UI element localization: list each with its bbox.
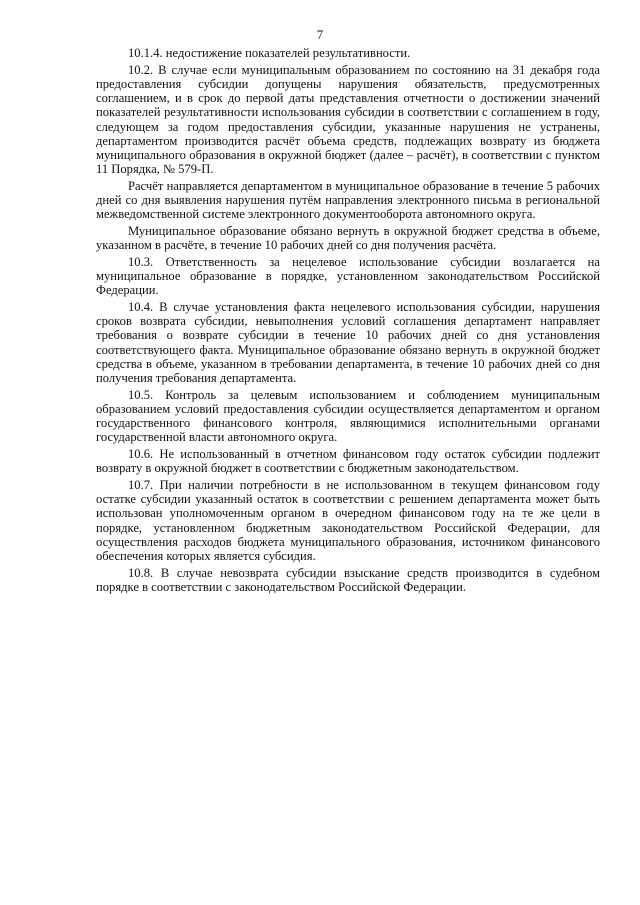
paragraph-10-8: 10.8. В случае невозврата субсидии взыскание средств производится в судебном порядке в соответствии с законодательством Российской Федерации. — [96, 565, 600, 594]
paragraph-10-6: 10.6. Не использованный в отчетном финансовом году остаток субсидии подлежит возврату в окружной бюджет в соответствии с бюджетным законодательством. — [96, 446, 600, 476]
page-number: 7 — [316, 28, 324, 42]
paragraph-10-5: 10.5. Контроль за целевым использованием и соблюдением муниципальным образованием условий предоставления субсидии осуществляется департаментом и органом государственного финансового контроля, являющимися исполнительными органами государственной власти автономного округа. — [96, 387, 600, 445]
paragraph-10-2-calculation-sending: Расчёт направляется департаментом в муниципальное образование в течение 5 рабочих дней со дня выявления нарушения путём направления электронного письма в региональной межведомственной системе электронного документооборота автономного округа. — [96, 178, 600, 222]
document-body — [96, 46, 600, 597]
paragraph-10-1-4: 10.1.4. недостижение показателей результативности. — [128, 46, 411, 60]
paragraph-10-3: 10.3. Ответственность за нецелевое использование субсидии возлагается на муниципальное образование в порядке, установленном законодательством Российской Федерации. — [96, 254, 600, 298]
paragraph-10-4: 10.4. В случае установления факта нецелевого использования субсидии, нарушения сроков возврата субсидии, невыполнения условий соглашения департамент направляет требования о возврате субсидии в течение 10 рабочих дней со дня установления соответствующего факта. Муниципальное образование обязано вернуть в окружной бюджет средства в объеме, указанном в требовании департамента, в течение 10 рабочих дней со дня получения требования департамента. — [96, 299, 600, 385]
paragraph-10-2: 10.2. В случае если муниципальным образованием по состоянию на 31 декабря года предоставления субсидии допущены нарушения обязательств, предусмотренных соглашением, и в срок до первой даты представления отчетности о достижении значений показателей результативности использования субсидии в соответствии с соглашением в году, следующем за годом предоставления субсидии, указанные нарушения не устранены, департаментом производится расчёт объема средств, подлежащих возврату из бюджета муниципального образования в окружной бюджет (далее – расчёт), в соответствии с пунктом 11 Порядка, № 579-П. — [96, 62, 600, 177]
paragraph-10-7: 10.7. При наличии потребности в не использованном в текущем финансовом году остатке субсидии указанный остаток в соответствии с решением департамента может быть использован уполномоченным органом в очередном финансовом году на те же цели в порядке, установленном бюджетным законодательством Российской Федерации, для осуществления расходов бюджета муниципального образования, источником финансового обеспечения которых является субсидия. — [96, 477, 600, 563]
paragraph-10-2-return-obligation: Муниципальное образование обязано вернуть в окружной бюджет средства в объеме, указанном в расчёте, в течение 10 рабочих дней со дня получения расчёта. — [96, 223, 600, 253]
